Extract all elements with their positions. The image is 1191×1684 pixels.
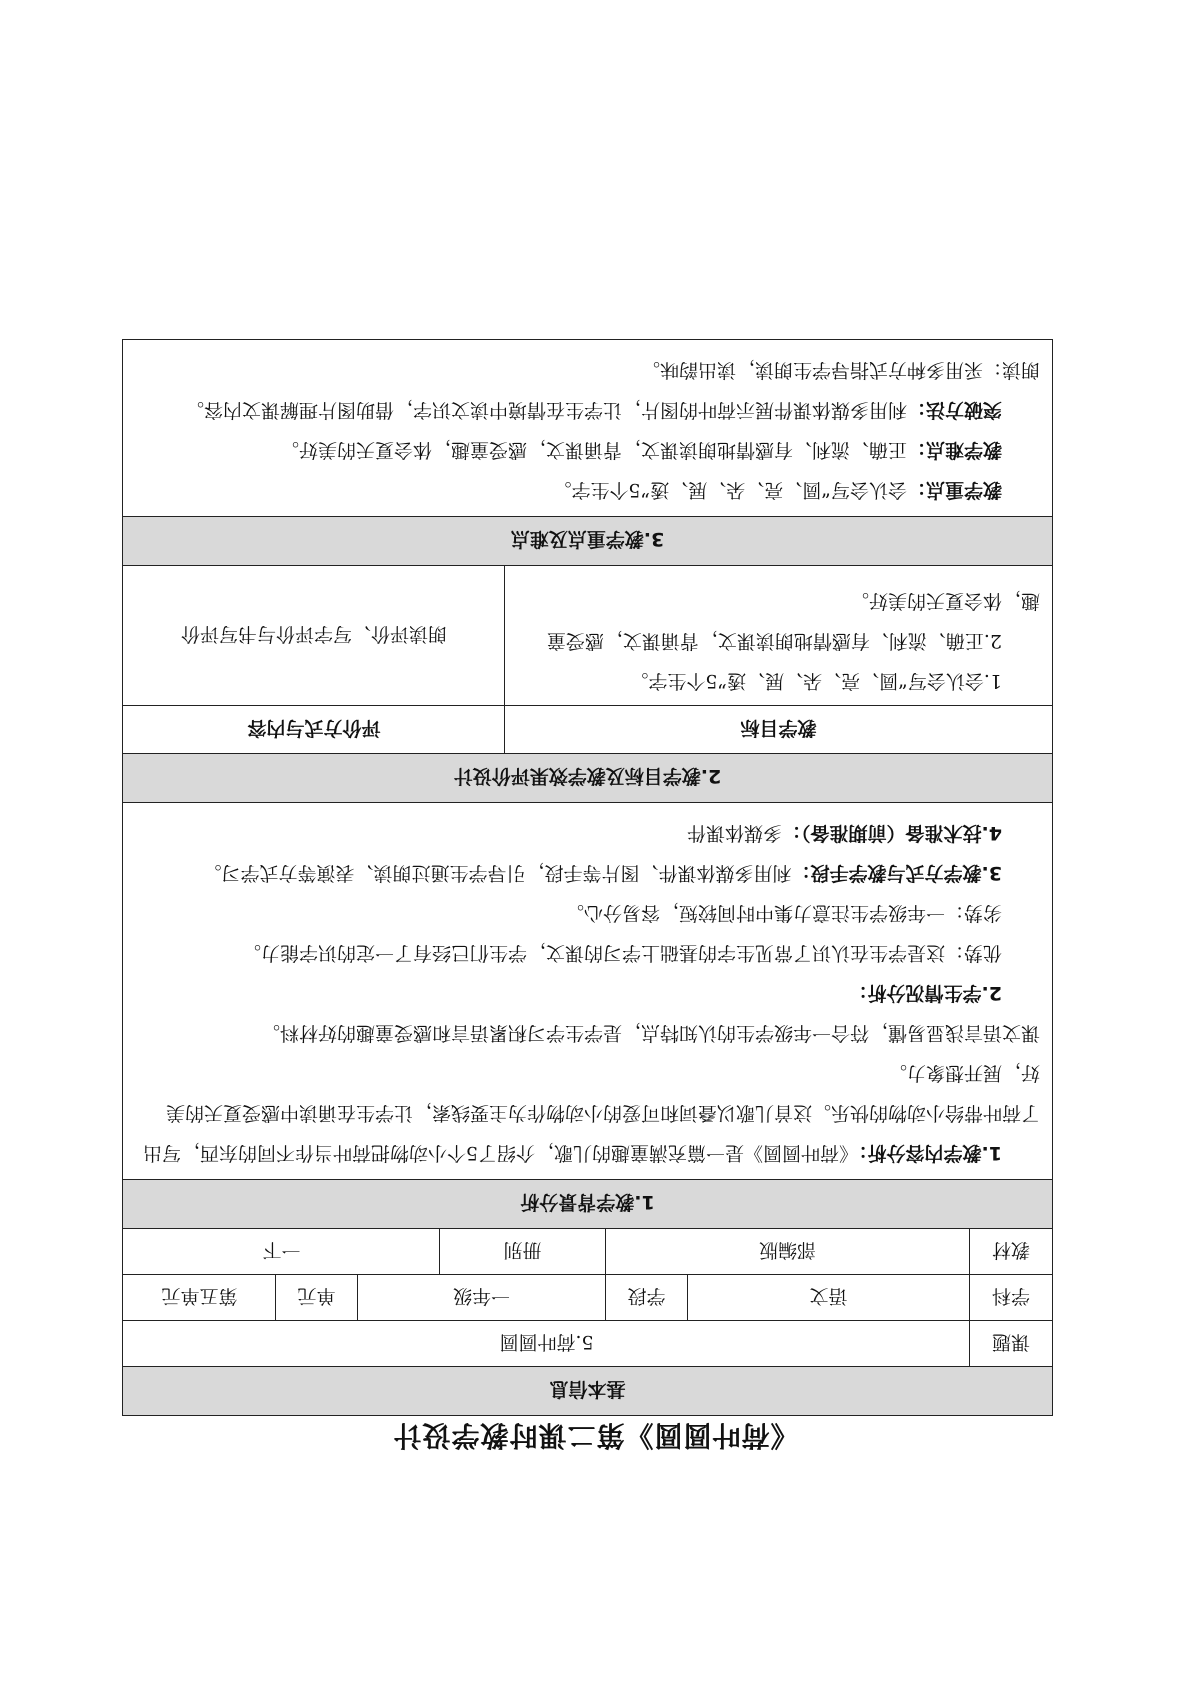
goal-1: 1.会认会写“圆、亮、朵、展、透”5个生字。 <box>629 670 1002 692</box>
student-advantage-text: 优势：这是学生在认识了常见生字的基础上学习的课文，学生们已经有了一定的识字能力。 <box>241 942 1002 964</box>
teaching-method-text: 利用多媒体课件、图片等手段，引导学生通过朗读、表演等方式学习。 <box>202 862 792 884</box>
key-point-paragraph <box>135 470 1040 510</box>
section1-body-row <box>123 803 1052 1180</box>
textbook-value: 部编版 <box>606 1229 970 1274</box>
difficulty-paragraph <box>135 430 1040 470</box>
grade-value: 一年级 <box>358 1275 606 1320</box>
student-disadvantage-text: 劣势：一年级学生注意力集中时间较短，容易分心。 <box>564 902 1002 924</box>
grade-label: 学段 <box>606 1275 688 1320</box>
section3-body <box>123 340 1052 516</box>
topic-row <box>123 1321 1052 1367</box>
unit-value: 第五单元 <box>124 1275 276 1320</box>
volume-value: 一下 <box>124 1229 440 1274</box>
goals-column-header: 教学目标 <box>740 717 817 739</box>
section3-body-row <box>123 340 1052 517</box>
subject-value: 语文 <box>688 1275 970 1320</box>
content-analysis-label: 1.教学内容分析： <box>848 1142 1002 1164</box>
goals-cell <box>505 566 1052 705</box>
tech-prep-text: 多媒体课件 <box>687 822 783 844</box>
topic-value: 5.荷叶圆圆 <box>124 1321 970 1366</box>
goal-2: 2.正确、流利、有感情地朗读课文，背诵课文，感受童趣，体会夏天的美好。 <box>546 590 1040 652</box>
section1-body <box>123 803 1052 1179</box>
teaching-method-paragraph <box>135 853 1040 893</box>
method-paragraph <box>135 390 1040 430</box>
tech-prep-label: 4.技术准备（前期准备）： <box>782 822 1002 844</box>
document-title: 《荷叶圆圆》第二课时教学设计 <box>392 1419 799 1452</box>
textbook-row <box>123 1229 1052 1275</box>
lesson-plan-table <box>122 339 1053 1416</box>
textbook-label: 教材 <box>992 1239 1031 1261</box>
section1-header-row <box>123 1180 1052 1229</box>
unit-label: 单元 <box>276 1275 358 1320</box>
teaching-method-label: 3.教学方式与教学手段： <box>791 862 1002 884</box>
topic-label: 课题 <box>992 1331 1031 1353</box>
subject-row <box>123 1275 1052 1321</box>
method-label: 突破方法： <box>906 399 1002 421</box>
section1-header: 1.教学背景分析 <box>123 1180 1052 1228</box>
section3-header: 3.教学重点及难点 <box>123 517 1052 565</box>
section3-header-row <box>123 517 1052 566</box>
content-analysis-text: 《荷叶圆圆》是一篇充满童趣的儿歌，介绍了5个小动物把荷叶当作不同的东西，写出了荷叶带给小动物的快乐。这首儿歌以叠词和可爱的小动物作为主要线索，让学生在诵读中感受夏天的美好，展开想象力。 <box>142 1062 1040 1164</box>
tech-prep-paragraph <box>135 813 1040 853</box>
method-text: 利用多媒体课件展示荷叶的图片，让学生在情境中读文识字，借助图片理解课文内容。 <box>184 399 907 421</box>
evaluation-column-header: 评价方式与内容 <box>124 706 505 753</box>
student-analysis-label: 2.学生情况分析： <box>848 982 1002 1004</box>
content-analysis-paragraph-2: 课文语言浅显易懂，符合一年级学生的认知特点，是学生学习积累语言和感受童趣的好材料。 <box>260 1022 1040 1044</box>
difficulty-text: 正确、流利、有感情地朗读课文，背诵课文，感受童趣，体会夏天的美好。 <box>279 439 907 461</box>
key-point-text: 会认会写“圆、亮、朵、展、透”5个生字。 <box>552 479 907 501</box>
content-analysis-paragraph <box>135 1053 1040 1173</box>
section2-column-headers <box>123 706 1052 754</box>
section2-content-row <box>123 566 1052 706</box>
section2-header-row <box>123 754 1052 803</box>
key-point-label: 教学重点： <box>906 479 1002 501</box>
evaluation-cell: 朗读评价、写字评价与书写评价 <box>124 566 505 705</box>
subject-label: 学科 <box>992 1285 1031 1307</box>
volume-label: 册别 <box>440 1229 606 1274</box>
section2-header: 2.教学目标及教学效果评价设计 <box>123 754 1052 802</box>
basic-info-header-row <box>123 1367 1052 1415</box>
basic-info-header: 基本信息 <box>123 1367 1052 1415</box>
reading-paragraph: 朗读：采用多种方式指导学生朗读，读出韵味。 <box>640 359 1040 381</box>
difficulty-label: 教学难点： <box>906 439 1002 461</box>
